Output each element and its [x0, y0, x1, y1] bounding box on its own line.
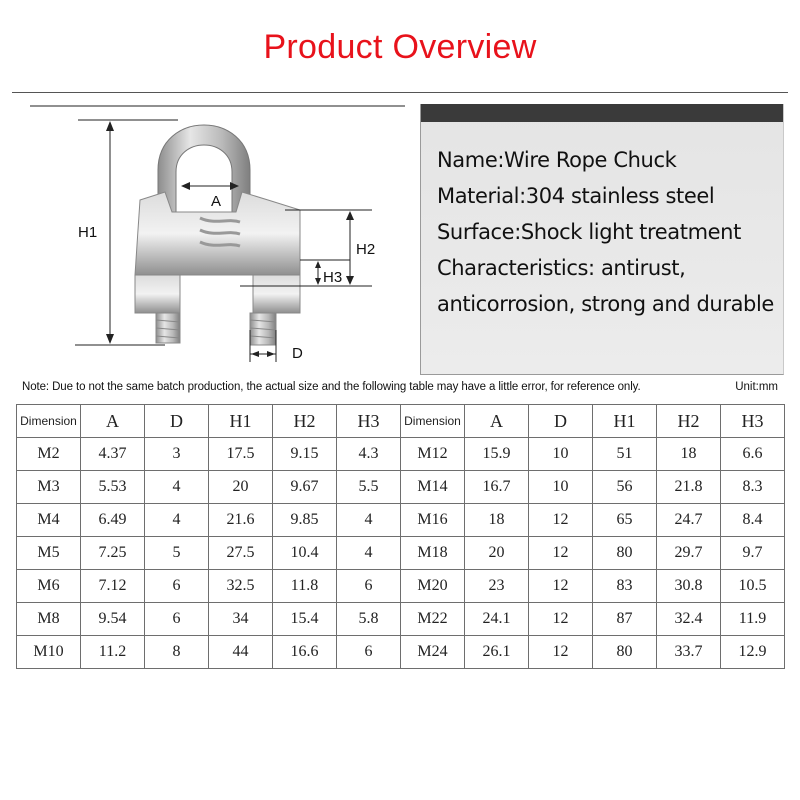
product-diagram: [0, 100, 410, 375]
left-thread: [156, 313, 180, 343]
value-cell: 51: [593, 438, 657, 471]
value-cell: 34: [209, 603, 273, 636]
spec-characteristics-1: Characteristics: antirust,: [437, 256, 686, 280]
table-row: [17, 537, 785, 570]
value-cell: 10.5: [721, 570, 785, 603]
size-cell: M14: [401, 471, 465, 504]
spec-surface: Surface:Shock light treatment: [437, 220, 741, 244]
spec-panel: [420, 104, 784, 375]
value-cell: 30.8: [657, 570, 721, 603]
column-header: Dimension: [401, 405, 465, 438]
title-divider: [12, 92, 788, 93]
value-cell: 12: [529, 603, 593, 636]
column-header: H3: [337, 405, 401, 438]
value-cell: 12: [529, 570, 593, 603]
left-nut: [135, 275, 180, 313]
d-label: D: [292, 345, 303, 362]
table-row: [17, 438, 785, 471]
value-cell: 23: [465, 570, 529, 603]
value-cell: 56: [593, 471, 657, 504]
value-cell: 12: [529, 537, 593, 570]
size-cell: M12: [401, 438, 465, 471]
value-cell: 5.5: [337, 471, 401, 504]
right-nut: [253, 275, 300, 313]
value-cell: 24.7: [657, 504, 721, 537]
table-row: [17, 636, 785, 669]
value-cell: 4: [337, 504, 401, 537]
value-cell: 9.54: [81, 603, 145, 636]
h3-label: H3: [323, 269, 343, 286]
column-header: Dimension: [17, 405, 81, 438]
disclaimer-note: Note: Due to not the same batch production, the actual size and the following table may have a little error, for reference only.: [22, 381, 641, 393]
value-cell: 9.15: [273, 438, 337, 471]
column-header: H3: [721, 405, 785, 438]
value-cell: 24.1: [465, 603, 529, 636]
value-cell: 5.53: [81, 471, 145, 504]
value-cell: 10.4: [273, 537, 337, 570]
column-header: D: [145, 405, 209, 438]
value-cell: 6: [145, 603, 209, 636]
value-cell: 32.4: [657, 603, 721, 636]
value-cell: 8.4: [721, 504, 785, 537]
size-cell: M2: [17, 438, 81, 471]
value-cell: 10: [529, 438, 593, 471]
table-row: [17, 570, 785, 603]
value-cell: 20: [209, 471, 273, 504]
size-cell: M4: [17, 504, 81, 537]
table-row: [17, 504, 785, 537]
value-cell: 27.5: [209, 537, 273, 570]
table-header-row: [17, 405, 785, 438]
size-cell: M20: [401, 570, 465, 603]
value-cell: 26.1: [465, 636, 529, 669]
value-cell: 80: [593, 636, 657, 669]
size-cell: M8: [17, 603, 81, 636]
value-cell: 9.7: [721, 537, 785, 570]
value-cell: 4: [145, 504, 209, 537]
h2-label: H2: [356, 241, 376, 258]
value-cell: 16.6: [273, 636, 337, 669]
value-cell: 18: [657, 438, 721, 471]
value-cell: 32.5: [209, 570, 273, 603]
value-cell: 83: [593, 570, 657, 603]
wire-rope-clip-drawing: [0, 100, 410, 375]
value-cell: 11.8: [273, 570, 337, 603]
value-cell: 7.12: [81, 570, 145, 603]
value-cell: 17.5: [209, 438, 273, 471]
value-cell: 29.7: [657, 537, 721, 570]
spec-characteristics-2: anticorrosion, strong and durable: [437, 292, 774, 316]
size-cell: M24: [401, 636, 465, 669]
right-thread: [250, 313, 276, 345]
value-cell: 4: [145, 471, 209, 504]
column-header: A: [81, 405, 145, 438]
value-cell: 11.9: [721, 603, 785, 636]
value-cell: 7.25: [81, 537, 145, 570]
size-cell: M3: [17, 471, 81, 504]
value-cell: 5: [145, 537, 209, 570]
value-cell: 9.85: [273, 504, 337, 537]
value-cell: 15.9: [465, 438, 529, 471]
h1-label: H1: [78, 224, 98, 241]
value-cell: 21.8: [657, 471, 721, 504]
value-cell: 16.7: [465, 471, 529, 504]
value-cell: 4: [337, 537, 401, 570]
value-cell: 9.67: [273, 471, 337, 504]
value-cell: 12: [529, 636, 593, 669]
page-title: Product Overview: [263, 28, 537, 66]
value-cell: 8: [145, 636, 209, 669]
value-cell: 33.7: [657, 636, 721, 669]
column-header: H1: [593, 405, 657, 438]
value-cell: 6: [145, 570, 209, 603]
value-cell: 5.8: [337, 603, 401, 636]
table-row: [17, 471, 785, 504]
value-cell: 12: [529, 504, 593, 537]
value-cell: 6: [337, 636, 401, 669]
value-cell: 6: [337, 570, 401, 603]
value-cell: 6.49: [81, 504, 145, 537]
size-cell: M6: [17, 570, 81, 603]
spec-material: Material:304 stainless steel: [437, 184, 715, 208]
value-cell: 15.4: [273, 603, 337, 636]
size-cell: M16: [401, 504, 465, 537]
value-cell: 4.37: [81, 438, 145, 471]
value-cell: 6.6: [721, 438, 785, 471]
a-label: A: [211, 193, 222, 210]
value-cell: 21.6: [209, 504, 273, 537]
spec-panel-header-bar: [421, 104, 783, 122]
dimension-table: [16, 404, 785, 669]
size-cell: M22: [401, 603, 465, 636]
value-cell: 87: [593, 603, 657, 636]
size-cell: M18: [401, 537, 465, 570]
value-cell: 3: [145, 438, 209, 471]
value-cell: 80: [593, 537, 657, 570]
value-cell: 65: [593, 504, 657, 537]
column-header: A: [465, 405, 529, 438]
column-header: H1: [209, 405, 273, 438]
spec-list: [437, 142, 782, 322]
value-cell: 10: [529, 471, 593, 504]
column-header: H2: [657, 405, 721, 438]
value-cell: 20: [465, 537, 529, 570]
column-header: H2: [273, 405, 337, 438]
value-cell: 18: [465, 504, 529, 537]
value-cell: 8.3: [721, 471, 785, 504]
table-row: [17, 603, 785, 636]
size-cell: M5: [17, 537, 81, 570]
size-cell: M10: [17, 636, 81, 669]
column-header: D: [529, 405, 593, 438]
value-cell: 44: [209, 636, 273, 669]
value-cell: 4.3: [337, 438, 401, 471]
value-cell: 11.2: [81, 636, 145, 669]
value-cell: 12.9: [721, 636, 785, 669]
unit-label: Unit:mm: [735, 381, 778, 393]
spec-name: Name:Wire Rope Chuck: [437, 148, 677, 172]
